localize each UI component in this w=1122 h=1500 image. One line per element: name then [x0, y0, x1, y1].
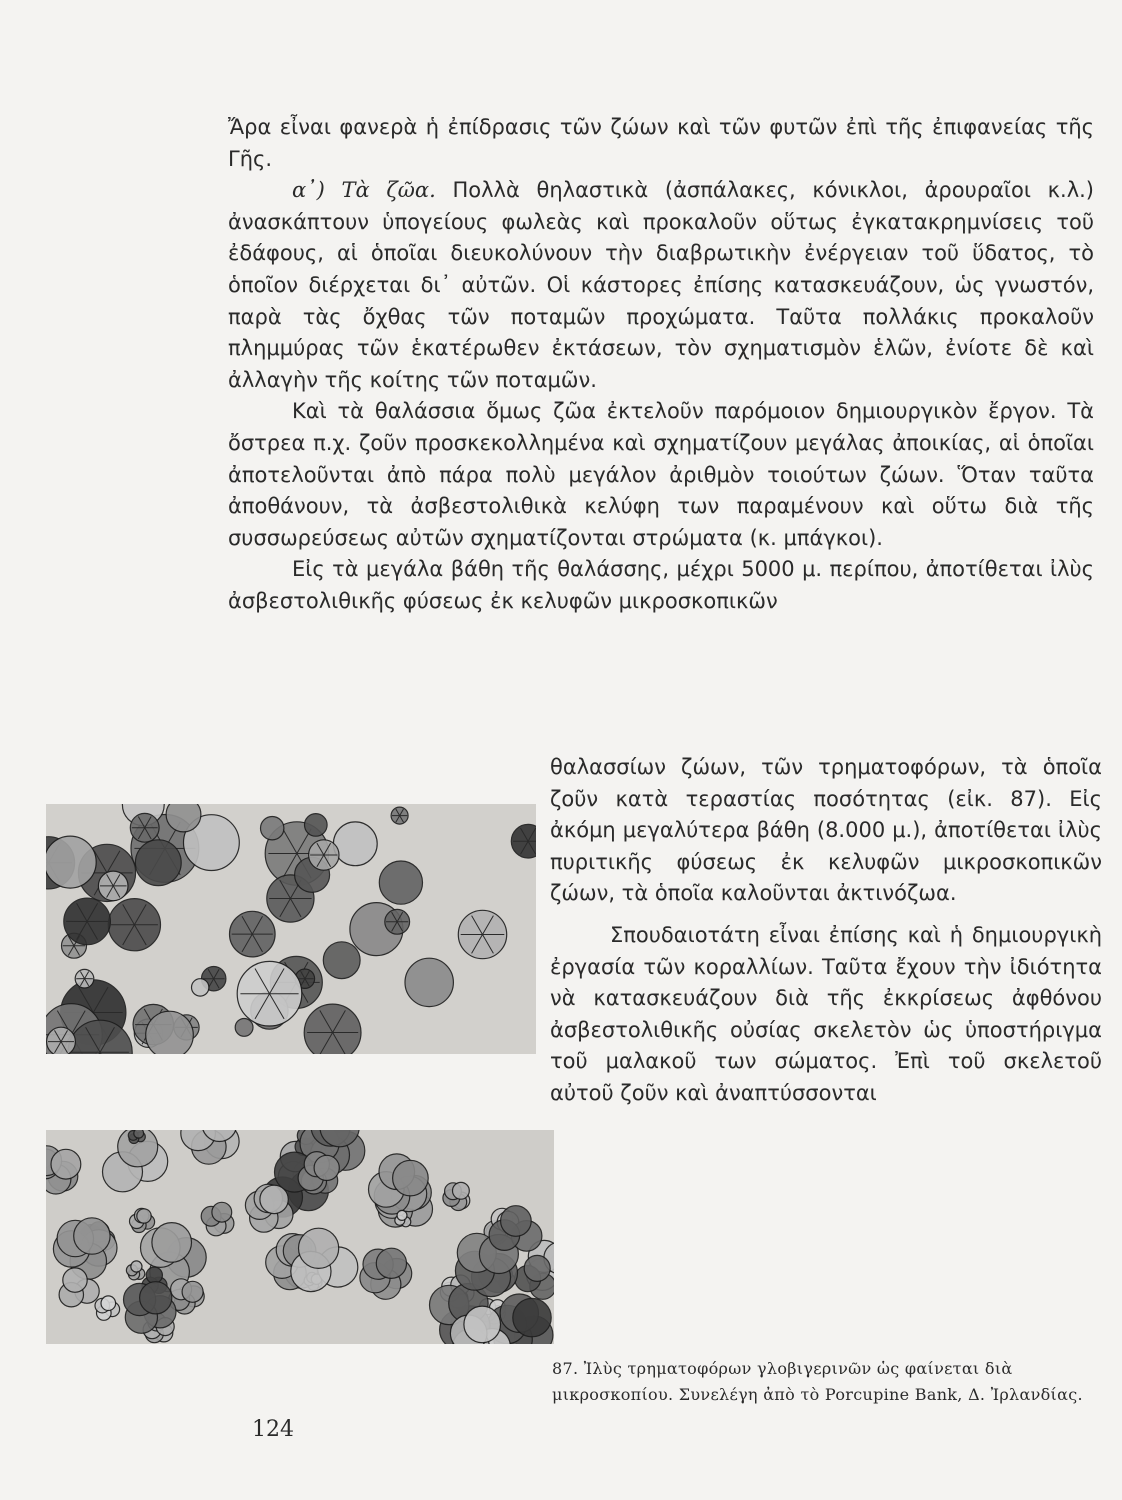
micrograph-photo-top: [46, 804, 536, 1054]
paragraph-animals: [228, 175, 1094, 396]
page-number: 124: [252, 1417, 294, 1442]
paragraph-intro: Ἄρα εἶναι φανερὰ ἡ ἐπίδρασις τῶν ζώων καὶ τῶν φυτῶν ἐπὶ τῆς ἐπιφανείας τῆς Γῆς.: [228, 115, 1094, 171]
paragraph-marine: Καὶ τὰ θαλάσσια ὅμως ζῶα ἐκτελοῦν παρόμοιον δημιουργικὸν ἔργον. Τὰ ὄστρεα π.χ. ζοῦν προσκεκολλημένα καὶ σχηματίζουν μεγάλας ἀποικίας, αἱ ὁποῖαι ἀποτελοῦνται ἀπὸ πάρα πολὺ μεγάλον ἀριθμὸν τοιούτων ζώων. Ὅταν ταῦτα ἀποθάνουν, τὰ ἀσβεστολιθικὰ κελύφη των παραμένουν καὶ οὕτω διὰ τῆς συσσωρεύσεως αὐτῶν σχηματίζονται στρώματα (κ. μπάγκοι).: [228, 399, 1094, 550]
wrapped-text-column: [550, 752, 1102, 1110]
figure-caption: 87. Ἰλὺς τρηματοφόρων γλοβιγερινῶν ὡς φαίνεται διὰ μικροσκοπίου. Συνελέγη ἀπὸ τὸ Porcupine Bank, Δ. Ἰρλανδίας.: [552, 1359, 1083, 1404]
section-label: α᾽) Τὰ ζῶα.: [292, 178, 436, 203]
paragraph-animals-text: Πολλὰ θηλαστικὰ (ἀσπάλακες, κόνικλοι, ἀρουραῖοι κ.λ.) ἀνασκάπτουν ὑπογείους φωλεὰς καὶ προκαλοῦν οὕτως ἐγκατακρημνίσεις τοῦ ἐδάφους, αἱ ὁποῖαι διευκολύνουν τὴν διαβρωτικὴν ἐνέργειαν τοῦ ὕδατος, τὸ ὁποῖον διέρχεται δι᾽ αὐτῶν. Οἱ κάστορες ἐπίσης κατασκευάζουν, ὡς γνωστόν, παρὰ τὰς ὄχθας τῶν ποταμῶν προχώματα. Ταῦτα πολλάκις προκαλοῦν πλημμύρας τῶν ἑκατέρωθεν ἐκτάσεων, τὸν σχηματισμὸν ἑλῶν, ἐνίοτε δὲ καὶ ἀλλαγὴν τῆς κοίτης τῶν ποταμῶν.: [228, 178, 1095, 392]
paragraph-corals: Σπουδαιοτάτη εἶναι ἐπίσης καὶ ἡ δημιουργικὴ ἐργασία τῶν κοραλλίων. Ταῦτα ἔχουν τὴν ἰδιότητα νὰ κατασκευάζουν διὰ τῆς ἐκκρίσεως ἀφθόνου ἀσβεστολιθικῆς οὐσίας σκελετὸν ὡς ὑποστήριγμα τοῦ μαλακοῦ των σώματος. Ἐπὶ τοῦ σκελετοῦ αὐτοῦ ζοῦν καὶ ἀναπτύσσονται: [550, 922, 1102, 1105]
micrograph-photo-bottom: [46, 1130, 554, 1344]
paragraph-foraminifera: θαλασσίων ζώων, τῶν τρηματοφόρων, τὰ ὁποῖα ζοῦν κατὰ τεραστίας ποσότητας (εἰκ. 87). Εἰς ἀκόμη μεγαλύτερα βάθη (8.000 μ.), ἀποτίθεται ἰλὺς πυριτικῆς φύσεως ἐκ κελυφῶν μικροσκοπικῶν ζώων, τὰ ὁποῖα καλοῦνται ἀκτινόζωα.: [550, 755, 1102, 906]
paragraph-depths: Εἰς τὰ μεγάλα βάθη τῆς θαλάσσης, μέχρι 5000 μ. περίπου, ἀποτίθεται ἰλὺς ἀσβεστολιθικῆς φύσεως ἐκ κελυφῶν μικροσκοπικῶν: [228, 557, 1094, 613]
main-text-column: [228, 112, 1094, 618]
